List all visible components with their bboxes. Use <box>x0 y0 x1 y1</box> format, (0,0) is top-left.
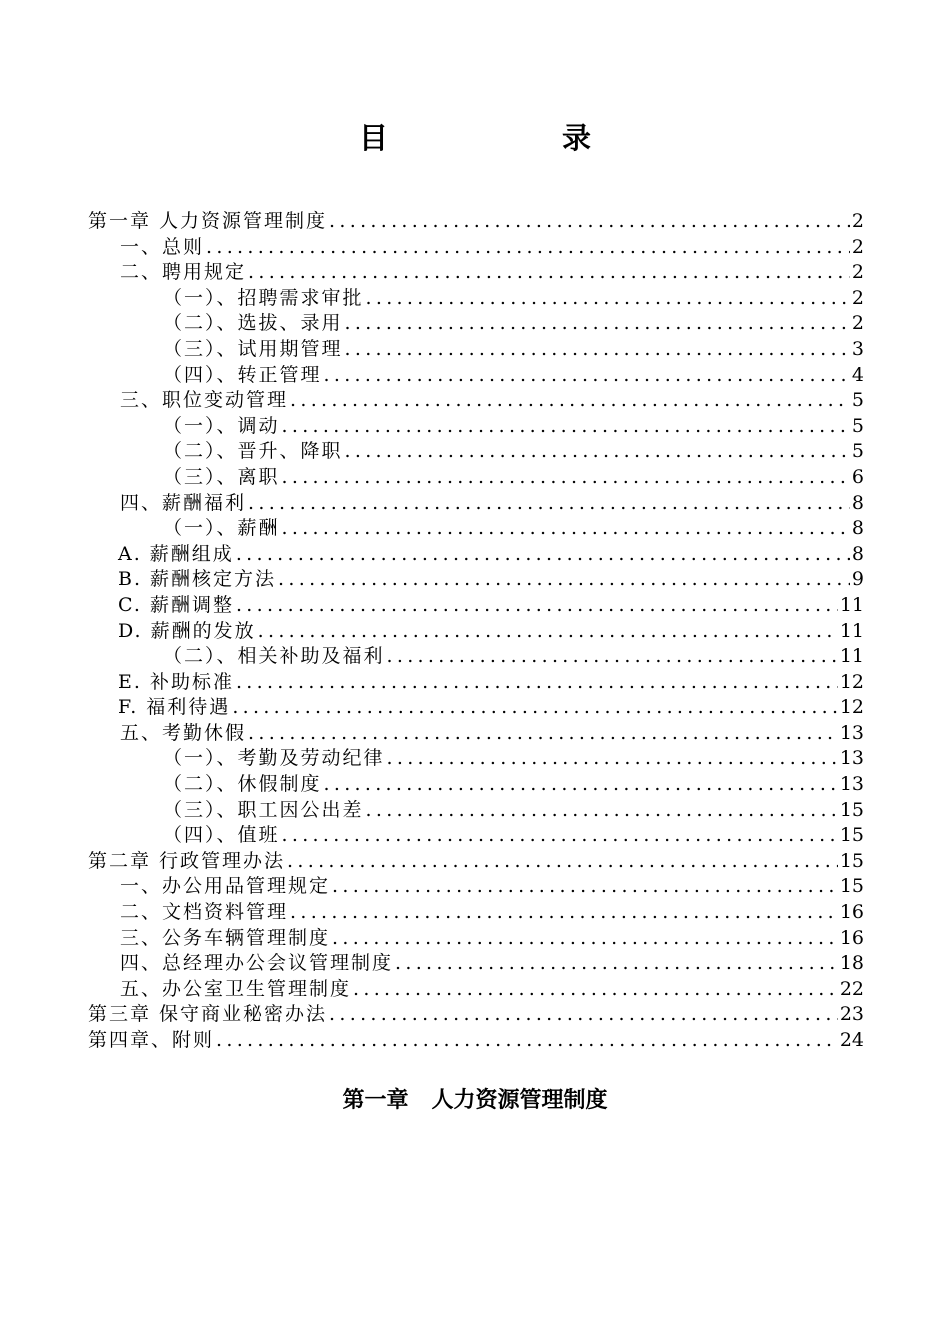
toc-entry-label: （二）、晋升、降职 <box>163 440 343 463</box>
toc-dot-leader <box>387 746 838 772</box>
toc-entry[interactable] <box>88 1002 864 1028</box>
toc-entry[interactable] <box>88 516 864 542</box>
toc-entry[interactable] <box>88 235 864 261</box>
toc-dot-leader <box>395 951 838 977</box>
toc-dot-leader <box>329 1002 838 1028</box>
toc-dot-leader <box>353 977 838 1003</box>
toc-entry[interactable] <box>88 542 864 568</box>
toc-entry[interactable] <box>88 874 864 900</box>
toc-entry-page-number: 15 <box>839 798 864 821</box>
toc-dot-leader <box>287 849 838 875</box>
toc-entry-page-number: 12 <box>839 696 864 719</box>
toc-entry[interactable] <box>88 491 864 517</box>
toc-entry[interactable] <box>88 567 864 593</box>
toc-entry[interactable] <box>88 286 864 312</box>
toc-entry[interactable] <box>88 388 864 414</box>
toc-dot-leader <box>236 593 838 619</box>
page-title: 目 录 <box>358 121 674 155</box>
toc-entry[interactable] <box>88 951 864 977</box>
toc-entry-page-number: 15 <box>839 824 864 847</box>
toc-entry-page-number: 11 <box>839 593 864 616</box>
toc-entry-label: （一）、考勤及劳动纪律 <box>163 747 385 770</box>
toc-entry[interactable] <box>88 644 864 670</box>
toc-dot-leader <box>282 465 850 491</box>
toc-entry-label: （二）、休假制度 <box>163 773 322 796</box>
toc-entry-label: F. 福利待遇 <box>118 696 231 719</box>
toc-entry[interactable] <box>88 849 864 875</box>
toc-dot-leader <box>248 260 850 286</box>
toc-entry-page-number: 11 <box>839 619 864 642</box>
toc-entry-label: 五、考勤休假 <box>120 721 247 744</box>
toc-entry[interactable] <box>88 209 864 235</box>
toc-entry-label: （四）、转正管理 <box>163 363 322 386</box>
toc-entry-label: B. 薪酬核定方法 <box>118 568 277 591</box>
toc-dot-leader <box>387 644 838 670</box>
toc-dot-leader <box>282 516 850 542</box>
toc-entry-label: （三）、试用期管理 <box>163 337 343 360</box>
toc-entry-label: （二）、相关补助及福利 <box>163 645 385 668</box>
table-of-contents <box>88 209 864 1054</box>
toc-entry-label: 第四章、附则 <box>88 1029 215 1051</box>
toc-dot-leader <box>258 619 838 645</box>
toc-entry-label: 一、办公用品管理规定 <box>120 875 331 898</box>
toc-entry[interactable] <box>88 721 864 747</box>
toc-entry-page-number: 4 <box>851 363 864 386</box>
toc-entry-label: D. 薪酬的发放 <box>118 619 256 642</box>
toc-entry-page-number: 6 <box>851 465 864 488</box>
toc-entry-page-number: 16 <box>839 926 864 949</box>
toc-entry-label: 四、总经理办公会议管理制度 <box>120 952 394 975</box>
toc-entry-page-number: 18 <box>839 952 864 975</box>
toc-entry-label: 三、公务车辆管理制度 <box>120 926 331 949</box>
toc-dot-leader <box>282 823 838 849</box>
toc-entry[interactable] <box>88 695 864 721</box>
toc-entry[interactable] <box>88 439 864 465</box>
toc-dot-leader <box>290 900 838 926</box>
toc-dot-leader <box>278 567 850 593</box>
toc-entry-label: 五、办公室卫生管理制度 <box>120 977 352 1000</box>
toc-dot-leader <box>332 926 838 952</box>
toc-entry-label: E. 补助标准 <box>118 670 234 693</box>
toc-entry-page-number: 13 <box>839 721 864 744</box>
toc-dot-leader <box>232 695 838 721</box>
toc-entry[interactable] <box>88 772 864 798</box>
toc-entry-page-number: 15 <box>839 875 864 898</box>
toc-entry-page-number: 2 <box>851 312 864 335</box>
toc-entry-label: 第三章 保守商业秘密办法 <box>88 1003 328 1026</box>
toc-dot-leader <box>329 209 850 235</box>
toc-entry-label: 第一章 人力资源管理制度 <box>88 210 328 232</box>
toc-dot-leader <box>290 388 850 414</box>
toc-entry-label: A. 薪酬组成 <box>118 542 234 565</box>
toc-entry[interactable] <box>88 900 864 926</box>
toc-dot-leader <box>206 235 850 261</box>
toc-entry-page-number: 8 <box>851 517 864 540</box>
toc-entry-page-number: 16 <box>839 901 864 924</box>
toc-entry-page-number: 2 <box>851 210 864 232</box>
toc-dot-leader <box>366 798 838 824</box>
toc-entry-page-number: 2 <box>851 235 864 258</box>
toc-entry-label: （三）、离职 <box>163 465 280 488</box>
toc-entry[interactable] <box>88 593 864 619</box>
toc-entry[interactable] <box>88 926 864 952</box>
toc-entry[interactable] <box>88 363 864 389</box>
toc-entry-label: （三）、职工因公出差 <box>163 798 364 821</box>
toc-dot-leader <box>366 286 850 312</box>
toc-entry-label: 二、聘用规定 <box>120 261 247 284</box>
toc-entry-page-number: 2 <box>851 286 864 309</box>
toc-entry-label: （一）、调动 <box>163 414 280 437</box>
toc-entry[interactable] <box>88 977 864 1003</box>
toc-entry-page-number: 23 <box>839 1003 864 1026</box>
toc-dot-leader <box>248 491 850 517</box>
toc-entry[interactable] <box>88 465 864 491</box>
toc-entry-label: 第二章 行政管理办法 <box>88 849 286 872</box>
toc-entry[interactable] <box>88 670 864 696</box>
toc-entry-page-number: 9 <box>851 568 864 591</box>
toc-entry[interactable] <box>88 823 864 849</box>
toc-dot-leader <box>236 670 838 696</box>
toc-entry-label: 一、总则 <box>120 235 205 258</box>
toc-entry-page-number: 2 <box>851 261 864 284</box>
toc-dot-leader <box>345 439 850 465</box>
toc-entry-label: （一）、招聘需求审批 <box>163 286 364 309</box>
toc-entry-page-number: 13 <box>839 747 864 770</box>
toc-entry-page-number: 22 <box>839 977 864 1000</box>
toc-entry-label: 二、文档资料管理 <box>120 901 289 924</box>
toc-entry-page-number: 24 <box>839 1029 864 1051</box>
toc-entry[interactable] <box>88 619 864 645</box>
toc-dot-leader <box>248 721 838 747</box>
toc-dot-leader <box>345 337 850 363</box>
toc-dot-leader <box>324 363 850 389</box>
toc-entry-label: （一）、薪酬 <box>163 517 280 540</box>
toc-dot-leader <box>345 311 850 337</box>
toc-dot-leader <box>236 542 850 568</box>
toc-entry-page-number: 5 <box>851 440 864 463</box>
toc-dot-leader <box>282 414 850 440</box>
toc-entry[interactable] <box>88 1028 864 1054</box>
toc-entry-label: （四）、值班 <box>163 824 280 847</box>
toc-dot-leader <box>216 1028 838 1054</box>
toc-entry[interactable] <box>88 337 864 363</box>
toc-entry-page-number: 5 <box>851 389 864 412</box>
toc-entry[interactable] <box>88 311 864 337</box>
toc-entry[interactable] <box>88 798 864 824</box>
toc-entry[interactable] <box>88 414 864 440</box>
toc-entry-label: 四、薪酬福利 <box>120 491 247 514</box>
toc-entry-page-number: 15 <box>839 849 864 872</box>
toc-entry-page-number: 13 <box>839 773 864 796</box>
toc-entry-page-number: 5 <box>851 414 864 437</box>
toc-entry-label: 三、职位变动管理 <box>120 389 289 412</box>
toc-entry[interactable] <box>88 260 864 286</box>
chapter-heading: 第一章 人力资源管理制度 <box>342 1088 608 1113</box>
toc-entry-page-number: 11 <box>839 645 864 668</box>
toc-entry[interactable] <box>88 746 864 772</box>
toc-entry-page-number: 8 <box>851 491 864 514</box>
toc-dot-leader <box>324 772 838 798</box>
toc-entry-page-number: 3 <box>851 337 864 360</box>
toc-entry-page-number: 12 <box>839 670 864 693</box>
toc-entry-label: （二）、选拔、录用 <box>163 312 343 335</box>
toc-dot-leader <box>332 874 838 900</box>
toc-entry-page-number: 8 <box>851 542 864 565</box>
toc-entry-label: C. 薪酬调整 <box>118 593 234 616</box>
